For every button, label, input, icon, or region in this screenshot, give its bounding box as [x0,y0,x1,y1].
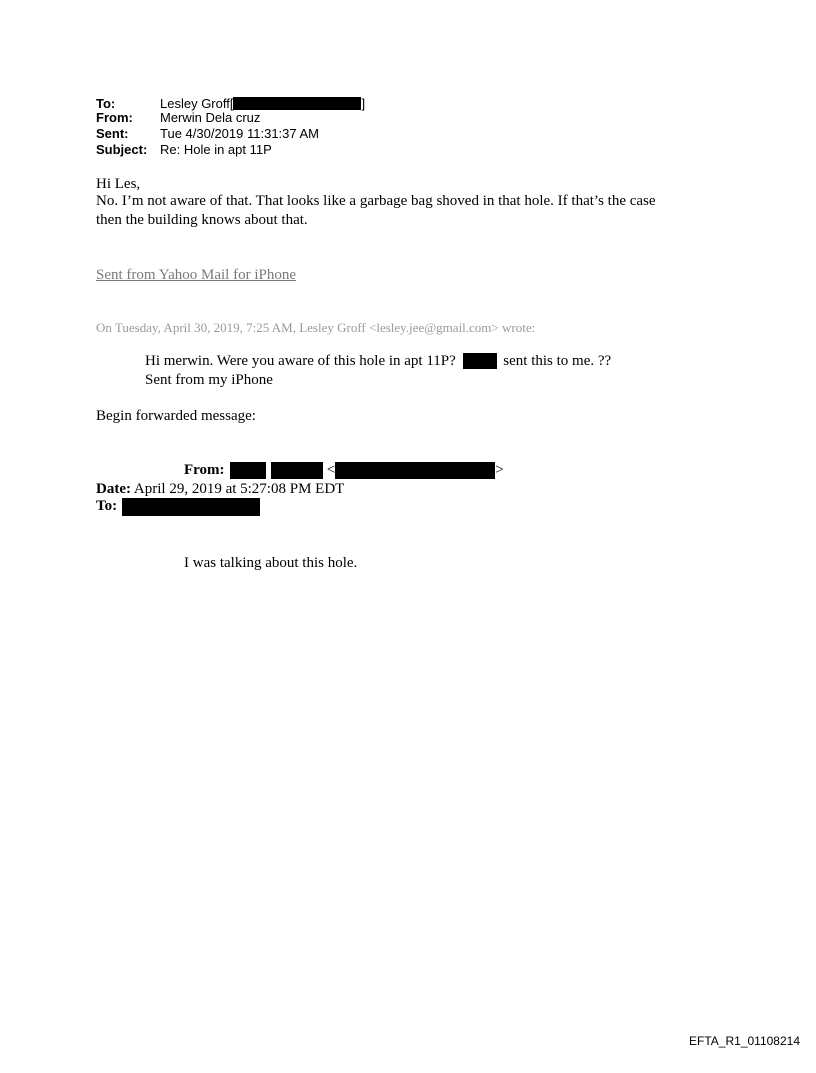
redaction-box [271,462,323,479]
forward-intro: Begin forwarded message: [96,408,256,424]
to-close-bracket: ] [361,96,366,111]
forwarded-to-row [96,498,260,516]
forwarded-from-label: From: [184,462,225,478]
to-value [160,97,365,110]
forwarded-date-label: Date: [96,481,131,497]
to-name: Lesley Groff[ [160,96,234,111]
to-label: To: [96,96,116,111]
reply-greeting: Hi Les, [96,176,141,192]
reply-line-2: then the building knows about that. [96,212,308,228]
quoted-line-1-end: sent this to me. ?? [503,353,612,369]
from-value: Merwin Dela cruz [160,110,261,125]
redaction-box [122,498,260,516]
reply-line-1: No. I’m not aware of that. That looks like a garbage bag shoved in that hole. If that’s the case [96,193,656,209]
forwarded-from-lt: < [326,462,336,478]
forwarded-date-value: April 29, 2019 at 5:27:08 PM EDT [130,481,345,497]
redaction-box [230,462,266,479]
document-id: EFTA_R1_01108214 [689,1034,800,1048]
forwarded-from-row [184,462,504,479]
quoted-line-2: Sent from my iPhone [145,372,273,388]
forwarded-to-label: To: [96,498,118,514]
subject-value: Re: Hole in apt 11P [160,142,272,157]
redaction-box [463,353,497,369]
quote-attribution: On Tuesday, April 30, 2019, 7:25 AM, Lesley Groff <lesley.jee@gmail.com> wrote: [96,320,536,335]
forwarded-body: I was talking about this hole. [184,555,358,571]
from-label: From: [96,110,133,125]
forwarded-from-gt: > [495,462,504,478]
sent-value: Tue 4/30/2019 11:31:37 AM [160,126,320,141]
subject-label: Subject: [96,142,148,157]
yahoo-mail-signature-link[interactable]: Sent from Yahoo Mail for iPhone [96,267,296,283]
quoted-line-1 [145,353,611,370]
redaction-box [335,462,495,479]
redaction-box [233,97,361,110]
quoted-line-1-start: Hi merwin. Were you aware of this hole in apt 11P? [145,353,456,369]
sent-label: Sent: [96,126,129,141]
forwarded-date-row [96,481,344,498]
